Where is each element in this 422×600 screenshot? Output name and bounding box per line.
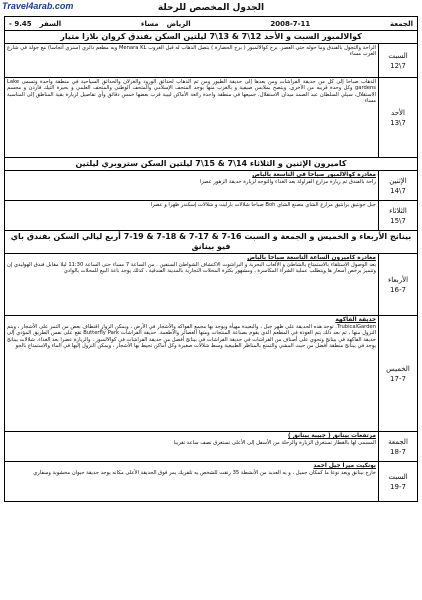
day-date: 18-7 bbox=[390, 447, 406, 456]
day-subheading: حديقة الفاكهة bbox=[335, 317, 376, 323]
day-date: 7\13 bbox=[390, 118, 406, 127]
day-activity: الذهاب صباحا إلى كل من حديقة الفراشات ومن بعدها إلى حديقة الطيور ومن ثم الذهاب لحدائق الورود والغزلان والحدائق السياحية في منطقة واحدة وتسمى Lake gardens وكل وحدة قريبه من الأخرى. ويتصح بملابس صيفية و بالغرب منها يوجد المتحف الإسلامي والمتحف الوطني والمتحف العلمي و بحيرة التيك فاردن و مجسم الاستقلال، سيلي السلطان عبد الصمد ميدان الاستقلال، جميعها في منطقة واحدة رائعة الأماكن ليبية قرب بعضها خمس دقائق وأي تفاصيل لزيارة بقية المناطق إلى المناسبة مساء bbox=[5, 78, 379, 158]
day-name: الأحد bbox=[391, 108, 405, 117]
day-activity: TrubicalGarden. توجد هذه الحديقة على ظهر جبل ، والبعيدة مهيأة ويوجد بها مجمع الفواكه والأشجار في الأرض ، ويمكن الزوار اقتطاف بعض من التمر على الأشجار ، ويتم النزول منها ، ثم بعد ذلك يتم العودة في المطعم الذي يقوم بصناعة المنتجات ومنها العصائر والأطعمة. حديقة الفراشات Butterfly Park تقع على نفس الطريق المؤدي إلى حديقة الفاكهة في بينانج وتحوي على أصناف من الفراشات في حديقة الفراشات في بينانج أفضل من حديقة الفراشات في كوالالمبور ، والزيارة عصرا بعد الغداء. شلالات بينانج يوجد في بينانج منطقة أفضل من حيث المشي والتمتع بالمناظر الطبيعية وسط شلالات صغيرة وكل أماكن تحيط بها الأشجار ، ويمكن النزول إليها في الماء والاستمتاع بالجو bbox=[7, 324, 377, 349]
day-activity: المسمى لها بالقطار تستغرق الزيارة والرحلة من الأسفل إلى الأعلى تستغرق نصف ساعة تقريبا bbox=[173, 440, 376, 446]
header-date: 2008-7-11 bbox=[270, 19, 311, 28]
day-name: السبت bbox=[388, 472, 408, 481]
day-row bbox=[5, 78, 418, 158]
city-band-row bbox=[5, 158, 418, 171]
day-date: 7\14 bbox=[390, 186, 406, 195]
city-band: كوالالمبور السبت و الأحد 12\7 & 13\7 ليلتين السكن بفندق كروان بلازا متيار bbox=[5, 31, 418, 44]
day-row bbox=[5, 201, 418, 231]
day-activity: راحة بالفندق ثم زيارة مزارع الفراولة بعد الغداء والتوجه لزيارة حديقة الزهور عصرا bbox=[199, 179, 376, 185]
header-day: الجمعة bbox=[390, 19, 413, 28]
itinerary-table bbox=[4, 30, 418, 502]
day-cell bbox=[379, 462, 418, 502]
day-row bbox=[5, 316, 418, 432]
city-band: كاميرون الإثنين و الثلاثاء 14\7 & 15\7 ليلتين السكن ستروبري ليلتين bbox=[5, 158, 418, 171]
day-date: 7\12 bbox=[390, 61, 406, 70]
day-row bbox=[5, 254, 418, 316]
day-name: الجمعة bbox=[388, 437, 408, 446]
day-cell bbox=[379, 254, 418, 316]
day-cell bbox=[379, 44, 418, 78]
day-date: 17-7 bbox=[390, 374, 406, 383]
day-cell bbox=[379, 316, 418, 432]
day-row bbox=[5, 462, 418, 502]
day-activity-cell bbox=[5, 171, 379, 201]
day-name: الخميس bbox=[386, 364, 410, 373]
day-activity-cell bbox=[5, 432, 379, 462]
day-name: الإثنين bbox=[389, 176, 407, 185]
day-activity-cell bbox=[5, 254, 379, 316]
site-watermark: Travel4arab.com bbox=[2, 1, 74, 11]
day-activity: جبل جونتيق برانتيق مزارع الشاي مصنع الشاي Boh صباحا شلالات بارليت و شلالات إسكندر ظهرا و عصرا bbox=[5, 201, 379, 231]
day-cell bbox=[379, 78, 418, 158]
city-band: بينانج الأربعاء و الخميس و الجمعة و السبت 16-7 & 17-7 & 18-7 & 19-7 أربع ليالي السكن بفندق باي فيو بينانق bbox=[5, 231, 418, 254]
day-subheading: مغادرة كوالالمبور صباحا في التاسعة بالباص bbox=[252, 172, 376, 178]
day-activity-cell bbox=[5, 316, 379, 432]
trip-header bbox=[4, 16, 418, 31]
day-cell bbox=[379, 432, 418, 462]
day-activity-cell bbox=[5, 462, 379, 502]
day-row bbox=[5, 171, 418, 201]
city-band-row bbox=[5, 31, 418, 44]
day-name: الأربعاء bbox=[387, 275, 409, 284]
day-subheading: بونكيت ميرا جيل احمد bbox=[313, 463, 376, 469]
day-cell bbox=[379, 201, 418, 231]
header-city: الرياض bbox=[166, 19, 191, 28]
city-band-row bbox=[5, 231, 418, 254]
day-name: الثلاثاء bbox=[389, 206, 407, 215]
day-cell bbox=[379, 171, 418, 201]
header-travel: السفر bbox=[39, 19, 62, 28]
day-subheading: مرتفعات بينانق ( جبيبة بينانق ) bbox=[288, 433, 376, 439]
header-time: 9.45 - bbox=[9, 19, 32, 28]
day-date: 16-7 bbox=[390, 285, 406, 294]
day-row bbox=[5, 44, 418, 78]
day-activity: بعد الوصول الاستلقاء بالاستمتاع بالشاطئ و الألعاب البحرية و البراشوت الاكتشاف الشواطئ السنفين . من الساعة 7 مساء حتى الساعة 11:30 ليلا مقابل فندق الهوليدي إن وتتميز برخص أسعار ها ويتطلب عملية الشراء المكاسرة ، ومشهور بكثرة المحلات التجارية بالمدينة الفندقية ، كذلك يوجد باعة البيع للمحلات بالوادي bbox=[7, 262, 376, 275]
header-period: مساء bbox=[140, 19, 159, 28]
day-row bbox=[5, 432, 418, 462]
day-name: السبت bbox=[388, 51, 408, 60]
day-activity: الراحة والتجول بالفندق وما حوله حتى العصر. برج كوالالمبور ( برج الحضارة ) يتصل الذهاب له قبل الغروب Menara KL ويه مطعم دائري (سنري أتجاسا) مع جولة في شارع العرب مساء bbox=[5, 44, 379, 78]
day-date: 19-7 bbox=[390, 482, 406, 491]
day-date: 7\15 bbox=[390, 216, 406, 225]
page-title: الجدول المخصص للرحلة bbox=[157, 3, 265, 13]
day-subheading: مغادرة كاميرون الساعة التاسعة صباحا بالباص bbox=[247, 255, 376, 261]
day-activity: خارج بينانق ويعد نوعا ما كمكان جميل ، و يه العديد من الأنشطة 35 رنقت للشخص يه تلفريك يمر فوق الحديقة الأعلى مكانه يوجد حديقة حيوان مخشوبة وسفاري bbox=[33, 470, 376, 476]
